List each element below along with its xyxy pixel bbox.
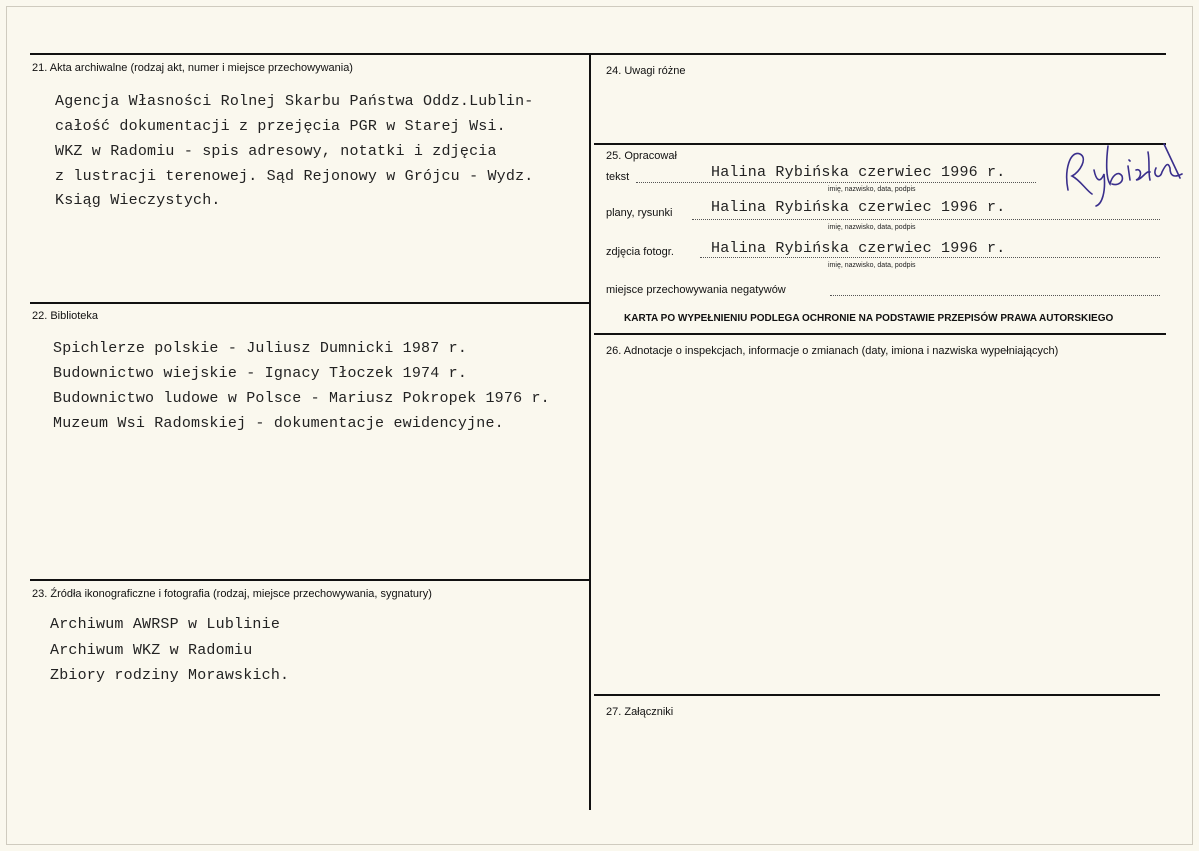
section-27-label: 27. Załączniki [606,706,674,718]
s25-plans-line [692,219,1160,220]
s25-negatives-label: miejsce przechowywania negatywów [606,284,786,296]
rule-top [30,53,1166,55]
rule-26-27 [594,694,1160,696]
rule-25-26 [594,333,1166,335]
s25-text-value: Halina Rybińska czerwiec 1996 r. [711,164,1006,181]
rule-22-23 [30,579,591,581]
s21-line-2: całość dokumentacji z przejęcia PGR w Starej Wsi. [55,118,506,135]
s21-line-4: z lustracji terenowej. Sąd Rejonowy w Grójcu - Wydz. [55,168,534,185]
s22-line-4: Muzeum Wsi Radomskiej - dokumentacje ewidencyjne. [53,415,504,432]
s23-line-3: Zbiory rodziny Morawskich. [50,667,290,684]
signature [1062,140,1192,210]
s25-photos-label: zdjęcia fotogr. [606,246,674,258]
s25-text-line [636,182,1036,183]
s25-plans-value: Halina Rybińska czerwiec 1996 r. [711,199,1006,216]
s25-photos-line [700,257,1160,258]
s25-negatives-line [830,295,1160,296]
s23-line-1: Archiwum AWRSP w Lublinie [50,616,281,633]
s22-line-1: Spichlerze polskie - Juliusz Dumnicki 1987 r. [53,340,468,357]
s22-line-2: Budownictwo wiejskie - Ignacy Tłoczek 1974 r. [53,365,468,382]
s25-photos-value: Halina Rybińska czerwiec 1996 r. [711,240,1006,257]
section-23-label: 23. Źródła ikonograficzne i fotografia (rodzaj, miejsce przechowywania, sygnatury) [32,588,432,600]
s25-text-label: tekst [606,171,630,183]
s22-line-3: Budownictwo ludowe w Polsce - Mariusz Pokropek 1976 r. [53,390,550,407]
copyright-note: KARTA PO WYPEŁNIENIU PODLEGA OCHRONIE NA PODSTAWIE PRZEPISÓW PRAWA AUTORSKIEGO [624,313,1114,324]
s23-line-2: Archiwum WKZ w Radomiu [50,642,253,659]
s21-line-1: Agencja Własności Rolnej Skarbu Państwa Oddz.Lublin- [55,93,534,110]
s25-text-hint: imię, nazwisko, data, podpis [828,186,916,193]
section-24-label: 24. Uwagi różne [606,65,686,77]
rule-21-22 [30,302,591,304]
section-22-label: 22. Biblioteka [32,310,99,322]
s21-line-3: WKZ w Radomiu - spis adresowy, notatki i zdjęcia [55,143,497,160]
rule-center [589,53,591,810]
section-21-label: 21. Akta archiwalne (rodzaj akt, numer i miejsce przechowywania) [32,62,353,74]
s25-plans-hint: imię, nazwisko, data, podpis [828,224,916,231]
s25-photos-hint: imię, nazwisko, data, podpis [828,262,916,269]
s21-line-5: Ksiąg Wieczystych. [55,192,221,209]
section-26-label: 26. Adnotacje o inspekcjach, informacje o zmianach (daty, imiona i nazwiska wypełniających) [606,345,1059,357]
section-25-label: 25. Opracował [606,150,677,162]
s25-plans-label: plany, rysunki [606,207,673,219]
